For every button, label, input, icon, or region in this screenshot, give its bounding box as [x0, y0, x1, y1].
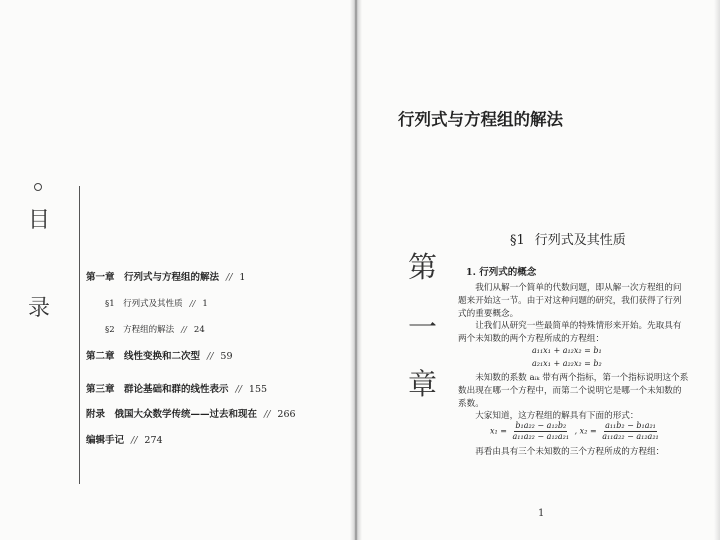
- toc-entry-chapter-2[interactable]: [86, 348, 233, 362]
- x1-denominator: a₁₁a₂₂ − a₁₂a₂₁: [512, 432, 570, 441]
- toc-separator: //: [189, 299, 196, 309]
- left-page-toc: [0, 0, 350, 540]
- toc-entry-title: §1 行列式及其性质: [105, 299, 183, 309]
- section-title-text: 行列式及其性质: [534, 233, 626, 248]
- x2-lhs: , x₂ =: [574, 426, 597, 436]
- subsection-heading: 1. 行列式的概念: [466, 267, 537, 278]
- toc-entry-title: 第一章 行列式与方程组的解法: [86, 272, 220, 283]
- paragraph-coefficients: 未知数的系数 aᵢₖ 带有两个指标，第一个指标说明这个系数出现在哪一个方程中，而第二个说明它是哪一个未知数的系数。: [458, 373, 689, 409]
- toc-entry-chapter-1[interactable]: [86, 269, 245, 283]
- chapter-mark-char-2: 一: [408, 310, 438, 344]
- right-page-chapter: [362, 0, 720, 540]
- toc-entry-page: 1: [202, 299, 208, 309]
- section-number: §1: [510, 233, 525, 248]
- toc-entry-page: 59: [220, 351, 233, 362]
- toc-entry-page: 155: [248, 384, 268, 395]
- toc-entry-page: 24: [193, 325, 205, 335]
- toc-heading-char-2: 录: [28, 296, 51, 321]
- x2-numerator: a₁₁b₂ − b₁a₂₁: [605, 421, 656, 430]
- book-gutter: [350, 0, 362, 540]
- toc-entry-page: 1: [239, 272, 246, 283]
- section-title: [510, 229, 626, 248]
- chapter-mark-char-1: 第: [408, 250, 438, 284]
- chapter-title: 行列式与方程组的解法: [398, 110, 563, 129]
- equation-2: a₂₁x₁ + a₂₂x₂ = b₂: [532, 359, 602, 368]
- toc-entry-title: 第二章 线性变换和二次型: [86, 351, 201, 362]
- toc-entry-editor-notes[interactable]: [86, 432, 163, 446]
- toc-entry-section-2[interactable]: [105, 323, 205, 335]
- toc-entry-section-1[interactable]: [105, 297, 208, 309]
- paragraph-system-two: 让我们从研究一些最简单的特殊情形来开始。先取具有两个未知数的两个方程所成的方程组：: [458, 321, 682, 344]
- x2-fraction: [601, 421, 660, 442]
- toc-entry-chapter-3[interactable]: [86, 381, 267, 395]
- paragraph-system-three: 再看由具有三个未知数的三个方程所成的方程组：: [475, 447, 665, 457]
- x2-denominator: a₁₁a₂₂ − a₁₂a₂₁: [602, 432, 659, 441]
- toc-heading-char-1: 目: [28, 208, 51, 233]
- x1-numerator: b₁a₂₂ − a₁₂b₂: [515, 421, 567, 430]
- toc-entry-title: 附录 俄国大众数学传统——过去和现在: [86, 409, 258, 420]
- x1-lhs: x₁ =: [490, 426, 507, 436]
- toc-entry-title: 编辑手记: [86, 435, 125, 446]
- toc-entry-page: 266: [277, 409, 296, 420]
- toc-separator: //: [131, 435, 138, 446]
- paragraph-intro: 我们从解一个简单的代数问题，即从解一次方程组的问题来开始这一节。由于对这种问题的研究，我们获得了行列式的重要概念。: [458, 283, 682, 319]
- page-number: 1: [538, 508, 545, 519]
- toc-bullet-circle: [34, 183, 42, 191]
- toc-divider-line: [79, 186, 80, 484]
- toc-entry-title: 第三章 群论基础和群的线性表示: [86, 384, 229, 395]
- toc-entry-title: §2 方程组的解法: [105, 325, 175, 335]
- toc-separator: //: [235, 384, 242, 395]
- toc-entry-appendix[interactable]: [86, 406, 296, 420]
- toc-separator: //: [264, 409, 271, 420]
- x1-fraction: [512, 421, 571, 442]
- equation-1: a₁₁x₁ + a₁₂x₂ = b₁: [532, 346, 602, 355]
- paragraph-solution-intro: 大家知道，这方程组的解具有下面的形式：: [475, 411, 639, 421]
- toc-separator: //: [226, 272, 233, 283]
- toc-separator: //: [207, 351, 214, 362]
- solution-formula: [490, 421, 662, 442]
- chapter-mark-char-3: 章: [408, 367, 438, 401]
- toc-entry-page: 274: [144, 435, 163, 446]
- toc-separator: //: [181, 325, 187, 335]
- page-edge-shadow: [714, 0, 720, 540]
